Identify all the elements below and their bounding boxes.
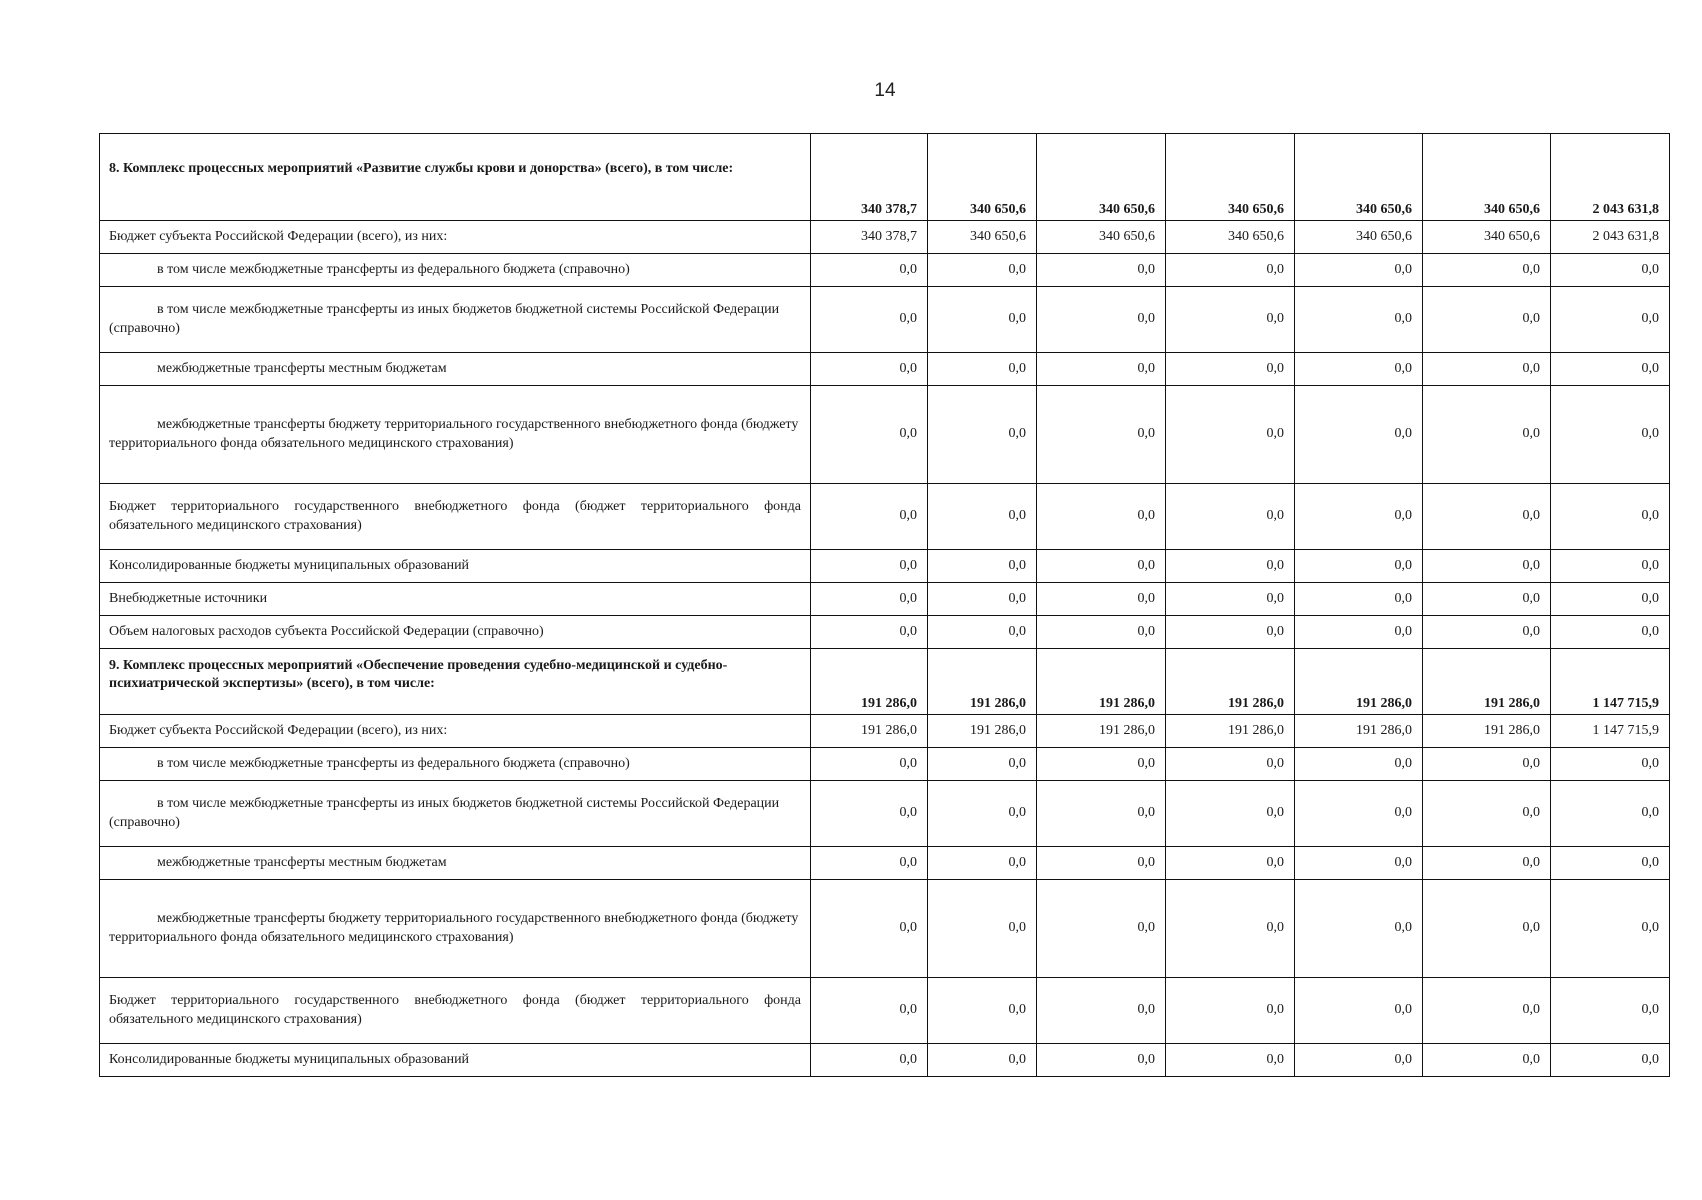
row-value: 340 650,6 <box>1166 221 1295 254</box>
row-value: 0,0 <box>1295 353 1423 386</box>
row-value: 0,0 <box>1295 287 1423 353</box>
row-value: 0,0 <box>1551 616 1670 649</box>
row-label: межбюджетные трансферты бюджету территориального государственного внебюджетного фонда (бюджету территориального фонда обязательного медицинского страхования) <box>100 880 811 978</box>
row-value: 0,0 <box>1551 386 1670 484</box>
row-value: 0,0 <box>1423 287 1551 353</box>
row-value: 0,0 <box>1166 583 1295 616</box>
row-value: 0,0 <box>1423 847 1551 880</box>
row-label: межбюджетные трансферты бюджету территориального государственного внебюджетного фонда (бюджету территориального фонда обязательного медицинского страхования) <box>100 386 811 484</box>
row-value: 0,0 <box>1551 847 1670 880</box>
row-value: 0,0 <box>811 353 928 386</box>
row-value: 0,0 <box>1423 484 1551 550</box>
row-value: 0,0 <box>1423 583 1551 616</box>
table-row <box>100 254 1670 287</box>
row-value: 0,0 <box>928 880 1037 978</box>
row-value: 0,0 <box>811 287 928 353</box>
table-row <box>100 484 1670 550</box>
row-value: 0,0 <box>1423 880 1551 978</box>
row-value: 0,0 <box>928 748 1037 781</box>
row-value: 0,0 <box>1551 748 1670 781</box>
section-total: 191 286,0 <box>1423 649 1551 715</box>
table-row <box>100 583 1670 616</box>
row-value: 340 378,7 <box>811 221 928 254</box>
row-value: 0,0 <box>1037 748 1166 781</box>
section-total: 191 286,0 <box>1037 649 1166 715</box>
row-value: 0,0 <box>1423 781 1551 847</box>
row-value: 0,0 <box>1037 484 1166 550</box>
row-value: 0,0 <box>1551 583 1670 616</box>
row-value: 0,0 <box>1423 550 1551 583</box>
row-value: 340 650,6 <box>928 221 1037 254</box>
section-total: 340 650,6 <box>928 134 1037 221</box>
row-value: 0,0 <box>1551 287 1670 353</box>
row-value: 0,0 <box>1037 353 1166 386</box>
row-value: 0,0 <box>1295 550 1423 583</box>
row-value: 0,0 <box>811 880 928 978</box>
row-value: 0,0 <box>1551 353 1670 386</box>
row-value: 0,0 <box>1037 781 1166 847</box>
row-value: 0,0 <box>1166 847 1295 880</box>
section-total: 340 650,6 <box>1166 134 1295 221</box>
row-value: 191 286,0 <box>811 715 928 748</box>
table-row <box>100 287 1670 353</box>
row-label: Бюджет субъекта Российской Федерации (всего), из них: <box>100 221 811 254</box>
row-value: 0,0 <box>811 781 928 847</box>
row-value: 0,0 <box>1037 616 1166 649</box>
row-value: 0,0 <box>1166 616 1295 649</box>
row-value: 191 286,0 <box>1423 715 1551 748</box>
row-value: 0,0 <box>928 1044 1037 1077</box>
row-value: 0,0 <box>1166 978 1295 1044</box>
row-value: 0,0 <box>1551 484 1670 550</box>
row-label: Бюджет территориального государственного внебюджетного фонда (бюджет территориального фонда обязательного медицинского страхования) <box>100 484 811 550</box>
row-label: Консолидированные бюджеты муниципальных образований <box>100 1044 811 1077</box>
row-value: 0,0 <box>928 978 1037 1044</box>
section-header-row <box>100 134 1670 221</box>
row-value: 0,0 <box>1295 386 1423 484</box>
row-value: 0,0 <box>811 550 928 583</box>
row-value: 0,0 <box>1037 254 1166 287</box>
section-title: 9. Комплекс процессных мероприятий «Обеспечение проведения судебно-медицинской и судебно-психиатрической экспертизы» (всего), в том числе: <box>100 649 811 715</box>
section-total: 340 378,7 <box>811 134 928 221</box>
row-value: 2 043 631,8 <box>1551 221 1670 254</box>
row-value: 0,0 <box>1037 386 1166 484</box>
row-value: 0,0 <box>1166 386 1295 484</box>
section-total: 340 650,6 <box>1295 134 1423 221</box>
row-value: 0,0 <box>1295 616 1423 649</box>
row-value: 0,0 <box>928 254 1037 287</box>
row-value: 0,0 <box>1551 254 1670 287</box>
row-value: 0,0 <box>928 847 1037 880</box>
row-value: 0,0 <box>1166 287 1295 353</box>
row-value: 191 286,0 <box>1295 715 1423 748</box>
section-total: 191 286,0 <box>811 649 928 715</box>
row-value: 0,0 <box>1037 1044 1166 1077</box>
table-row <box>100 748 1670 781</box>
row-value: 0,0 <box>1551 781 1670 847</box>
row-label: Бюджет субъекта Российской Федерации (всего), из них: <box>100 715 811 748</box>
table-row <box>100 781 1670 847</box>
table-row <box>100 978 1670 1044</box>
row-value: 0,0 <box>1166 748 1295 781</box>
row-label: Объем налоговых расходов субъекта Российской Федерации (справочно) <box>100 616 811 649</box>
table-row <box>100 880 1670 978</box>
row-label: Бюджет территориального государственного внебюджетного фонда (бюджет территориального фонда обязательного медицинского страхования) <box>100 978 811 1044</box>
section-total: 191 286,0 <box>1166 649 1295 715</box>
row-value: 0,0 <box>1423 386 1551 484</box>
row-label: Консолидированные бюджеты муниципальных образований <box>100 550 811 583</box>
row-value: 0,0 <box>1423 748 1551 781</box>
row-label: межбюджетные трансферты местным бюджетам <box>100 353 811 386</box>
row-value: 191 286,0 <box>928 715 1037 748</box>
section-total: 191 286,0 <box>1295 649 1423 715</box>
row-value: 0,0 <box>811 978 928 1044</box>
row-value: 0,0 <box>811 847 928 880</box>
row-value: 0,0 <box>928 781 1037 847</box>
row-value: 0,0 <box>811 583 928 616</box>
row-value: 0,0 <box>1423 254 1551 287</box>
row-label: Внебюджетные источники <box>100 583 811 616</box>
row-value: 0,0 <box>1551 880 1670 978</box>
row-value: 0,0 <box>1295 847 1423 880</box>
row-value: 0,0 <box>1295 748 1423 781</box>
section-total: 340 650,6 <box>1037 134 1166 221</box>
row-value: 0,0 <box>1166 353 1295 386</box>
table-row <box>100 386 1670 484</box>
row-label: межбюджетные трансферты местным бюджетам <box>100 847 811 880</box>
row-value: 0,0 <box>1423 1044 1551 1077</box>
table-row <box>100 847 1670 880</box>
row-value: 0,0 <box>1551 550 1670 583</box>
row-value: 0,0 <box>811 254 928 287</box>
row-value: 0,0 <box>1037 847 1166 880</box>
row-value: 0,0 <box>1037 583 1166 616</box>
row-label: в том числе межбюджетные трансферты из федерального бюджета (справочно) <box>100 748 811 781</box>
row-value: 0,0 <box>1166 1044 1295 1077</box>
row-label: в том числе межбюджетные трансферты из иных бюджетов бюджетной системы Российской Федерации (справочно) <box>100 287 811 353</box>
section-total: 340 650,6 <box>1423 134 1551 221</box>
table-row <box>100 1044 1670 1077</box>
row-value: 340 650,6 <box>1295 221 1423 254</box>
budget-table <box>99 133 1670 1077</box>
row-value: 0,0 <box>1295 254 1423 287</box>
row-value: 0,0 <box>928 616 1037 649</box>
row-value: 191 286,0 <box>1166 715 1295 748</box>
section-total: 191 286,0 <box>928 649 1037 715</box>
page-number: 14 <box>874 80 896 101</box>
table-row <box>100 353 1670 386</box>
row-value: 0,0 <box>928 353 1037 386</box>
row-value: 0,0 <box>1423 978 1551 1044</box>
row-value: 0,0 <box>1037 880 1166 978</box>
row-value: 0,0 <box>1037 978 1166 1044</box>
row-value: 0,0 <box>811 616 928 649</box>
section-header-row <box>100 649 1670 715</box>
row-value: 0,0 <box>928 287 1037 353</box>
row-value: 0,0 <box>1166 254 1295 287</box>
row-value: 0,0 <box>1295 484 1423 550</box>
section-title: 8. Комплекс процессных мероприятий «Развитие службы крови и донорства» (всего), в том числе: <box>100 134 811 221</box>
row-value: 0,0 <box>1295 978 1423 1044</box>
row-value: 0,0 <box>1295 583 1423 616</box>
row-value: 0,0 <box>928 583 1037 616</box>
table-row <box>100 221 1670 254</box>
row-value: 0,0 <box>1166 880 1295 978</box>
row-value: 0,0 <box>1551 1044 1670 1077</box>
row-value: 0,0 <box>928 484 1037 550</box>
row-label: в том числе межбюджетные трансферты из иных бюджетов бюджетной системы Российской Федерации (справочно) <box>100 781 811 847</box>
table-row <box>100 616 1670 649</box>
row-value: 0,0 <box>811 1044 928 1077</box>
row-value: 0,0 <box>1423 353 1551 386</box>
row-value: 0,0 <box>1551 978 1670 1044</box>
table-row <box>100 550 1670 583</box>
row-value: 0,0 <box>811 748 928 781</box>
row-value: 0,0 <box>1037 287 1166 353</box>
row-value: 0,0 <box>1423 616 1551 649</box>
row-value: 0,0 <box>928 550 1037 583</box>
row-value: 0,0 <box>1037 550 1166 583</box>
row-value: 0,0 <box>1295 880 1423 978</box>
row-label: в том числе межбюджетные трансферты из федерального бюджета (справочно) <box>100 254 811 287</box>
row-value: 0,0 <box>1166 484 1295 550</box>
row-value: 0,0 <box>1166 550 1295 583</box>
row-value: 0,0 <box>928 386 1037 484</box>
row-value: 0,0 <box>811 484 928 550</box>
row-value: 0,0 <box>1295 1044 1423 1077</box>
row-value: 191 286,0 <box>1037 715 1166 748</box>
row-value: 0,0 <box>1166 781 1295 847</box>
row-value: 340 650,6 <box>1037 221 1166 254</box>
row-value: 1 147 715,9 <box>1551 715 1670 748</box>
table-row <box>100 715 1670 748</box>
section-total: 1 147 715,9 <box>1551 649 1670 715</box>
row-value: 340 650,6 <box>1423 221 1551 254</box>
row-value: 0,0 <box>811 386 928 484</box>
row-value: 0,0 <box>1295 781 1423 847</box>
section-total: 2 043 631,8 <box>1551 134 1670 221</box>
